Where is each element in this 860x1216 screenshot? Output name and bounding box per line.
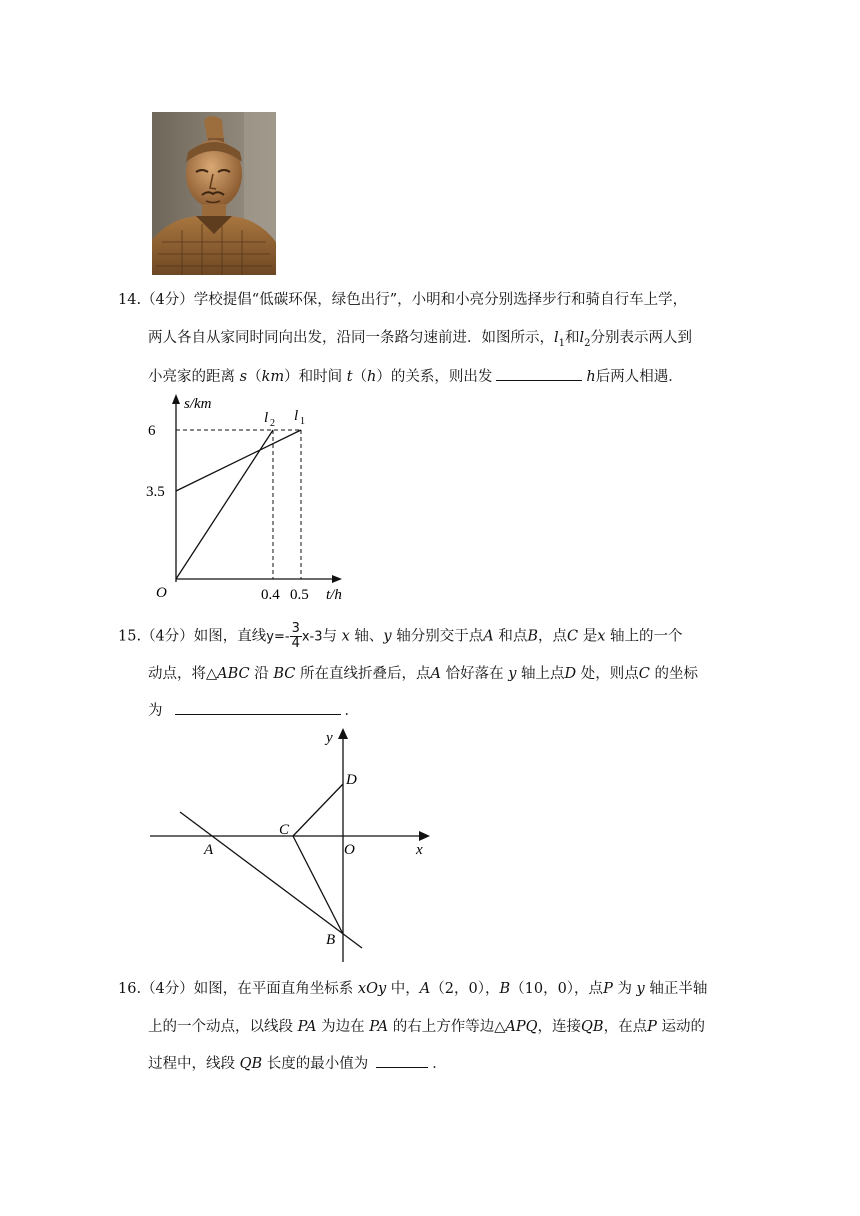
q15-eq-fraction xyxy=(290,622,302,651)
q16-text-3c: ． xyxy=(432,1056,447,1072)
q14-text-2a: 两人各自从家同时同向出发，沿同一条路匀速前进．如图所示， xyxy=(148,330,554,346)
q16-text-2e: ，在点 xyxy=(603,1019,648,1035)
q16-A-coord: （2，0）， xyxy=(430,981,500,997)
q16-text-2f: 运动的 xyxy=(661,1019,705,1035)
q15-graph xyxy=(140,722,440,974)
q16-P-2: P xyxy=(647,1019,657,1035)
q15-eq-rest: x-3 xyxy=(301,629,323,645)
q14-t: t xyxy=(346,369,353,385)
q15-eq-num: 3 xyxy=(291,621,300,636)
q14-line3: 小亮家的距离 s（km）和时间 t（h）的关系，则出发 h后两人相遇． xyxy=(148,366,683,387)
q15-and: 和点 xyxy=(498,628,528,645)
q14-l1-sub: 1 xyxy=(558,337,566,349)
q16-line1 xyxy=(118,979,707,999)
q15-C: C xyxy=(566,628,579,645)
q15-D: D xyxy=(564,666,577,682)
q15-axis2: 轴分别交于点 xyxy=(396,628,484,645)
q15-ABC: ABC xyxy=(217,666,250,682)
q15-score: （4分） xyxy=(141,628,194,645)
q15-text-2c: 所在直线折叠后，点 xyxy=(300,666,431,682)
q14-label-l2-sub: 2 xyxy=(270,418,275,429)
q16-QB-2: QB xyxy=(239,1056,263,1072)
q15-C-2: C xyxy=(638,666,650,682)
q15-answer-blank[interactable] xyxy=(175,700,341,715)
q15-x: x xyxy=(341,628,350,645)
q16-score: （4分） xyxy=(141,981,194,997)
q16-PA-2: PA xyxy=(369,1019,389,1035)
q14-text-2b: 分别表示两人到 xyxy=(590,330,693,346)
q15-eq-den: 4 xyxy=(291,636,300,651)
q14-label-l1: l xyxy=(294,408,299,424)
q15-text-2f: 处，则点 xyxy=(580,666,639,682)
q15-text-2d: 恰好落在 xyxy=(445,666,504,682)
q14-origin: O xyxy=(156,585,167,601)
q16-text-2d: ，连接 xyxy=(537,1019,582,1035)
q15-line3 xyxy=(148,700,359,721)
q14-ytick-35: 3.5 xyxy=(146,484,165,500)
q14-l2-sub: 2 xyxy=(584,337,591,349)
q15-axis1: 轴、 xyxy=(354,628,384,645)
q14-ylabel: s/km xyxy=(184,396,212,412)
q15-B: B xyxy=(527,628,538,645)
q16-text-2a: 上的一个动点，以线段 xyxy=(148,1019,293,1035)
q15-ylabel: y xyxy=(326,730,333,746)
q15-text-2a: 动点，将△ xyxy=(148,666,218,682)
q14-km: km xyxy=(261,369,285,385)
q14-line-l2 xyxy=(176,430,273,579)
q15-label-A: A xyxy=(204,842,214,858)
q16-A: A xyxy=(419,981,431,997)
q14-line2 xyxy=(148,328,692,354)
q16-text-2c: 的右上方作等边△ xyxy=(392,1019,506,1035)
q14-text-3c: 的关系，则出发 xyxy=(390,369,493,385)
q16-text-2b: 为边在 xyxy=(321,1019,365,1035)
q14-ytick-6: 6 xyxy=(148,423,156,439)
q15-label-B: B xyxy=(326,932,336,948)
q15-A: A xyxy=(483,628,494,645)
q15-y-arrow xyxy=(338,728,348,739)
q15-segment-CD xyxy=(293,784,343,836)
q14-label-l2: l xyxy=(264,410,269,426)
q16-QB: QB xyxy=(581,1019,604,1035)
q15-number: 15. xyxy=(118,628,142,645)
q14-text-3b: 和时间 xyxy=(298,369,343,385)
q16-number: 16. xyxy=(118,981,142,997)
q15-text-2e: 轴上点 xyxy=(521,666,565,682)
q15-text-2b: 沿 xyxy=(254,666,269,682)
q16-B-coord: （10，0），点 xyxy=(510,981,604,997)
q14-xlabel: t/h xyxy=(326,587,342,603)
q15-line-AB xyxy=(180,812,362,948)
q16-B: B xyxy=(499,981,511,997)
q14-h-after: h xyxy=(586,369,596,385)
q16-text-3a: 过程中，线段 xyxy=(148,1056,235,1072)
q16-text-3b: 长度的最小值为 xyxy=(266,1056,369,1072)
q16-xOy: xOy xyxy=(357,981,387,997)
q15-xlabel: x xyxy=(416,842,423,858)
q15-label-D: D xyxy=(346,772,357,788)
q15-BC: BC xyxy=(273,666,296,682)
q15-text-1d: 轴上的一个 xyxy=(610,628,683,645)
q14-text-3a: 小亮家的距离 xyxy=(148,369,235,385)
q16-text-1c: 为 xyxy=(617,981,632,997)
q15-x-arrow xyxy=(419,831,430,841)
q15-line1 xyxy=(118,622,683,651)
q16-text-1b: 中， xyxy=(390,981,420,997)
q15-comma1: ，点 xyxy=(537,628,567,645)
q15-eq-y: y=- xyxy=(266,629,290,645)
q14-xtick-04: 0.4 xyxy=(261,587,280,603)
q15-A-2: A xyxy=(430,666,441,682)
q15-line2 xyxy=(148,664,698,684)
q16-text-1a: 如图，在平面直角坐标系 xyxy=(193,981,354,997)
q16-APQ: APQ xyxy=(505,1019,538,1035)
q15-text-3a: 为 xyxy=(148,703,163,719)
q15-text-2g: 的坐标 xyxy=(654,666,698,682)
q14-y-arrow xyxy=(172,394,180,404)
q15-origin: O xyxy=(344,842,355,858)
q15-text-1b: 与 xyxy=(322,628,338,645)
q14-h: h xyxy=(367,369,377,385)
terracotta-warrior-photo xyxy=(152,112,276,275)
q14-x-arrow xyxy=(332,575,342,583)
q14-graph xyxy=(140,392,360,608)
q16-answer-blank[interactable] xyxy=(376,1053,428,1068)
q15-text-1a: 如图，直线 xyxy=(193,628,267,645)
q14-text-1: 学校提倡“低碳环保，绿色出行”，小明和小亮分别选择步行和骑自行车上学， xyxy=(193,292,688,308)
q16-line2 xyxy=(148,1017,705,1037)
q15-y: y xyxy=(383,628,392,645)
q14-line1 xyxy=(118,290,687,310)
q15-label-C: C xyxy=(279,822,290,838)
q16-text-1d: 轴正半轴 xyxy=(649,981,708,997)
q14-xtick-05: 0.5 xyxy=(290,587,309,603)
q15-text-3b: ． xyxy=(344,703,359,719)
q15-segment-CB xyxy=(293,836,343,934)
q16-PA: PA xyxy=(297,1019,317,1035)
q16-y: y xyxy=(636,981,645,997)
q15-text-1c: 是 xyxy=(582,628,598,645)
q14-and: 和 xyxy=(565,330,580,346)
q14-l1: l xyxy=(554,330,559,346)
q14-text-3d: 后两人相遇． xyxy=(595,369,683,385)
q14-score: （4分） xyxy=(141,292,194,308)
q15-y-2: y xyxy=(508,666,517,682)
q16-P: P xyxy=(603,981,613,997)
q14-l2: l xyxy=(579,330,585,346)
q14-answer-blank[interactable] xyxy=(496,366,582,381)
q16-line3 xyxy=(148,1053,447,1074)
q14-number: 14. xyxy=(118,292,142,308)
q15-x-2: x xyxy=(597,628,606,645)
q14-label-l1-sub: 1 xyxy=(300,416,305,427)
q14-s: s xyxy=(239,369,248,385)
